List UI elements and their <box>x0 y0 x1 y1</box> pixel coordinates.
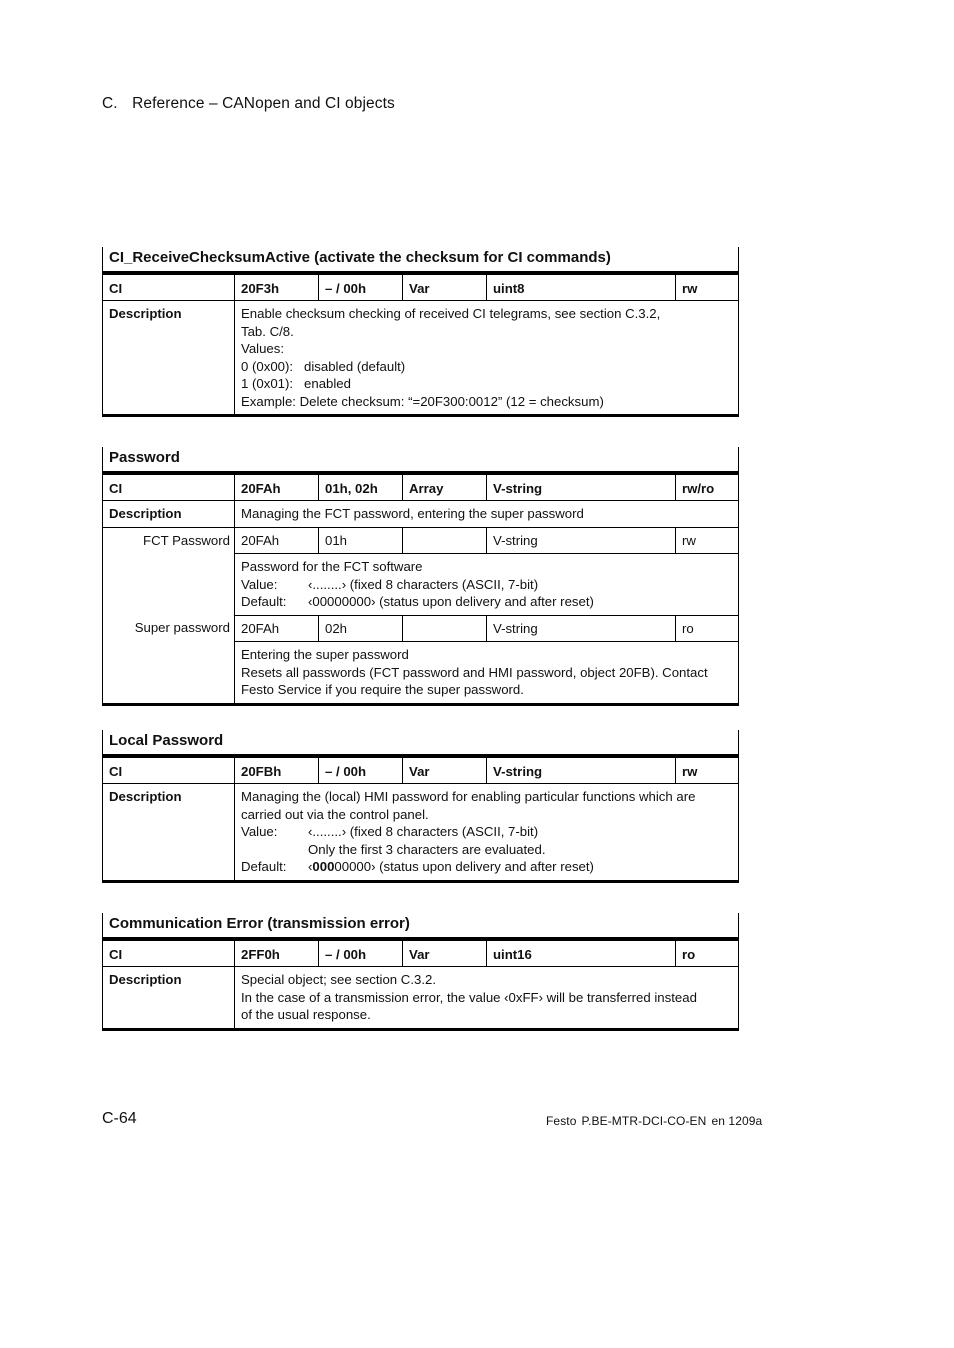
description-line: Enable checksum checking of received CI telegrams, see section C.3.2, <box>241 306 661 321</box>
ci-data-type: uint8 <box>486 275 675 300</box>
sub-desc-super-password <box>103 641 738 703</box>
description-line: 1 (0x01): enabled <box>241 376 351 391</box>
table-checksum-active <box>102 247 739 417</box>
line-value: ‹........› (fixed 8 characters (ASCII, 7-bit) <box>308 576 539 592</box>
line-key: Value: <box>241 576 278 592</box>
ci-index: 2FF0h <box>234 941 318 966</box>
sub-row-fct-password <box>103 527 738 554</box>
description-text: Managing the FCT password, entering the super password <box>234 501 738 527</box>
description-line: Special object; see section C.3.2. <box>241 972 436 987</box>
line-value <box>308 858 594 876</box>
ci-access: rw <box>675 275 738 300</box>
sub-subindex: 02h <box>318 615 402 642</box>
description-text <box>234 784 738 880</box>
sub-line: Festo Service if you require the super password. <box>241 682 524 697</box>
default-prefix: ‹ <box>308 859 313 874</box>
ci-row <box>103 474 738 500</box>
footer-doc-id: P.BE-MTR-DCI-CO-EN <box>581 1114 707 1128</box>
ci-subindex: – / 00h <box>318 941 402 966</box>
sub-line: Password for the FCT software <box>241 559 423 574</box>
table-title: Local Password <box>103 730 738 757</box>
description-label: Description <box>109 306 182 321</box>
sub-line: Resets all passwords (FCT password and HMI password, object 20FB). Contact <box>241 664 708 680</box>
sub-row-super-password <box>103 615 738 642</box>
ci-object-type: Array <box>402 475 486 500</box>
ci-subindex: – / 00h <box>318 758 402 783</box>
footer-doc-info <box>546 1114 767 1128</box>
line-value: ‹........› (fixed 8 characters (ASCII, 7-bit) <box>308 824 539 839</box>
description-row <box>103 300 738 414</box>
value-line <box>241 823 732 841</box>
table-title: CI_ReceiveChecksumActive (activate the checksum for CI commands) <box>103 247 738 274</box>
ci-label: CI <box>109 481 123 496</box>
description-label: Description <box>109 972 182 987</box>
ci-data-type: uint16 <box>486 941 675 966</box>
footer-brand: Festo <box>546 1114 577 1128</box>
description-row <box>103 783 738 880</box>
sub-data-type: V-string <box>486 528 675 554</box>
description-text <box>234 301 738 414</box>
table-title: Communication Error (transmission error) <box>103 913 738 940</box>
default-line <box>241 858 732 876</box>
sub-line: Entering the super password <box>241 647 409 662</box>
sub-desc-fct-password <box>103 553 738 615</box>
sub-object-type <box>402 528 486 554</box>
description-row <box>103 500 738 527</box>
sub-object-type <box>402 615 486 642</box>
ci-access: rw <box>675 758 738 783</box>
line-key: Value: <box>241 824 278 839</box>
sub-description <box>234 553 738 615</box>
page-number: C-64 <box>102 1110 137 1127</box>
sub-line <box>241 593 732 611</box>
footer-edition: en 1209a <box>711 1114 763 1128</box>
table-local-password <box>102 730 739 883</box>
sub-access: rw <box>675 528 738 554</box>
description-label: Description <box>109 506 182 521</box>
ci-label: CI <box>109 764 123 779</box>
description-label: Description <box>109 789 182 804</box>
table-password <box>102 447 739 706</box>
sub-label: FCT Password <box>143 532 230 548</box>
ci-index: 20FBh <box>234 758 318 783</box>
ci-access: rw/ro <box>675 475 738 500</box>
page-header <box>102 95 395 113</box>
spacer <box>103 553 234 615</box>
sub-index: 20FAh <box>234 615 318 642</box>
line-value: Only the first 3 characters are evaluated. <box>308 841 546 857</box>
description-line: 0 (0x00): disabled (default) <box>241 358 406 374</box>
default-rest: 00000› (status upon delivery and after reset) <box>334 859 594 874</box>
ci-object-type: Var <box>402 941 486 966</box>
line-key <box>241 841 308 859</box>
description-text <box>234 967 738 1028</box>
sub-line <box>241 576 732 594</box>
table-communication-error <box>102 913 739 1031</box>
ci-data-type: V-string <box>486 758 675 783</box>
description-line: In the case of a transmission error, the value ‹0xFF› will be transferred instead <box>241 989 697 1005</box>
sub-data-type: V-string <box>486 615 675 642</box>
default-bold: 000 <box>312 859 335 874</box>
line-key: Default: <box>241 594 287 609</box>
chapter-title: Reference – CANopen and CI objects <box>132 95 395 112</box>
sub-description <box>234 641 738 703</box>
ci-subindex: – / 00h <box>318 275 402 300</box>
chapter-number: C. <box>102 95 118 112</box>
ci-data-type: V-string <box>486 475 675 500</box>
ci-access: ro <box>675 941 738 966</box>
description-intro: Managing the (local) HMI password for enabling particular functions which are carried out via the control panel. <box>241 789 696 822</box>
ci-subindex: 01h, 02h <box>318 475 402 500</box>
description-line: of the usual response. <box>241 1007 371 1022</box>
description-line: Example: Delete checksum: “=20F300:0012” (12 = checksum) <box>241 393 604 409</box>
sub-index: 20FAh <box>234 528 318 554</box>
ci-index: 20F3h <box>234 275 318 300</box>
sub-label: Super password <box>134 619 230 635</box>
ci-row <box>103 757 738 783</box>
ci-row <box>103 274 738 300</box>
ci-index: 20FAh <box>234 475 318 500</box>
table-title: Password <box>103 447 738 474</box>
description-line: Values: <box>241 341 285 356</box>
description-row <box>103 966 738 1028</box>
line-value: ‹00000000› (status upon delivery and after reset) <box>308 594 594 609</box>
ci-label: CI <box>109 947 123 962</box>
ci-row <box>103 940 738 966</box>
ci-label: CI <box>109 281 123 296</box>
description-line: Tab. C/8. <box>241 323 294 339</box>
line-key: Default: <box>241 859 287 874</box>
spacer <box>103 641 234 703</box>
ci-object-type: Var <box>402 758 486 783</box>
ci-object-type: Var <box>402 275 486 300</box>
sub-subindex: 01h <box>318 528 402 554</box>
sub-access: ro <box>675 615 738 642</box>
value-line <box>241 841 732 859</box>
